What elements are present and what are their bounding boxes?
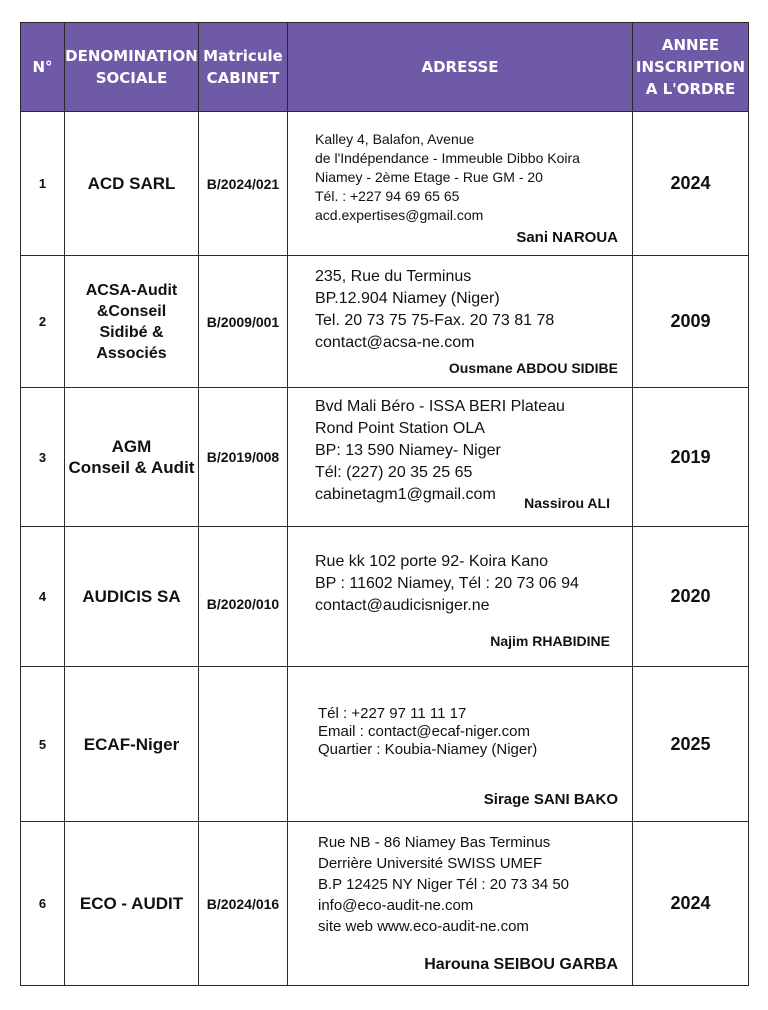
company-name: ECO - AUDIT xyxy=(65,822,199,986)
table-row xyxy=(21,527,749,667)
row-number: 3 xyxy=(21,388,65,527)
row-number: 6 xyxy=(21,822,65,986)
company-name: AUDICIS SA xyxy=(65,527,199,667)
cabinet-matricule: B/2020/010 xyxy=(199,527,288,667)
company-name: ACSA-Audit &Conseil Sidibé & Associés xyxy=(65,256,199,388)
table-row xyxy=(21,822,749,986)
company-address: 235, Rue du Terminus BP.12.904 Niamey (Niger) Tel. 20 73 75 75-Fax. 20 73 81 78 contact@acsa-ne.com Ousmane ABDOU SIDIBE xyxy=(288,256,633,388)
company-address: Tél : +227 97 11 11 17 Email : contact@ecaf-niger.com Quartier : Koubia-Niamey (Niger) Sirage SANI BAKO xyxy=(288,667,633,822)
company-name: ECAF-Niger xyxy=(65,667,199,822)
header-row xyxy=(21,23,749,112)
table-row xyxy=(21,388,749,527)
cabinet-matricule: B/2019/008 xyxy=(199,388,288,527)
row-number: 5 xyxy=(21,667,65,822)
table-row xyxy=(21,112,749,256)
contact-person: Ousmane ABDOU SIDIBE xyxy=(448,360,618,376)
table-row xyxy=(21,667,749,822)
inscription-year: 2009 xyxy=(633,256,749,388)
table-row xyxy=(21,256,749,388)
header-adresse: ADRESSE xyxy=(288,23,633,112)
cabinet-matricule xyxy=(199,667,288,822)
inscription-year: 2025 xyxy=(633,667,749,822)
company-name: ACD SARL xyxy=(65,112,199,256)
contact-person: Nassirou ALI xyxy=(524,495,610,511)
company-address: Kalley 4, Balafon, Avenue de l'Indépendance - Immeuble Dibbo Koira Niamey - 2ème Etage - Rue GM - 20 Tél. : +227 94 69 65 65 acd.expertises@gmail.com Sani NAROUA xyxy=(288,112,633,256)
cabinet-matricule: B/2024/016 xyxy=(199,822,288,986)
inscription-year: 2024 xyxy=(633,112,749,256)
header-annee: ANNEE INSCRIPTION A L'ORDRE xyxy=(633,23,749,112)
company-address: Rue NB - 86 Niamey Bas Terminus Derrière Université SWISS UMEF B.P 12425 NY Niger Tél : 20 73 34 50 info@eco-audit-ne.com site web www.eco-audit-ne.com Harouna SEIBOU GARBA xyxy=(288,822,633,986)
row-number: 1 xyxy=(21,112,65,256)
header-num: N° xyxy=(21,23,65,112)
cabinet-matricule: B/2009/001 xyxy=(199,256,288,388)
contact-person: Sirage SANI BAKO xyxy=(483,791,618,808)
company-address: Rue kk 102 porte 92- Koira Kano BP : 11602 Niamey, Tél : 20 73 06 94 contact@audicisniger.ne Najim RHABIDINE xyxy=(288,527,633,667)
contact-person: Harouna SEIBOU GARBA xyxy=(424,956,618,973)
cabinet-matricule: B/2024/021 xyxy=(199,112,288,256)
inscription-year: 2019 xyxy=(633,388,749,527)
inscription-year: 2024 xyxy=(633,822,749,986)
company-address: Bvd Mali Béro - ISSA BERI Plateau Rond Point Station OLA BP: 13 590 Niamey- Niger Tél: (227) 20 35 25 65 cabinetagm1@gmail.com Nassirou ALI xyxy=(288,388,633,527)
row-number: 4 xyxy=(21,527,65,667)
inscription-year: 2020 xyxy=(633,527,749,667)
contact-person: Najim RHABIDINE xyxy=(490,633,610,649)
header-matricule: Matricule CABINET xyxy=(199,23,288,112)
row-number: 2 xyxy=(21,256,65,388)
registry-table xyxy=(20,22,749,986)
header-denomination: DENOMINATION SOCIALE xyxy=(65,23,199,112)
contact-person: Sani NAROUA xyxy=(516,229,618,246)
company-name: AGM Conseil & Audit xyxy=(65,388,199,527)
